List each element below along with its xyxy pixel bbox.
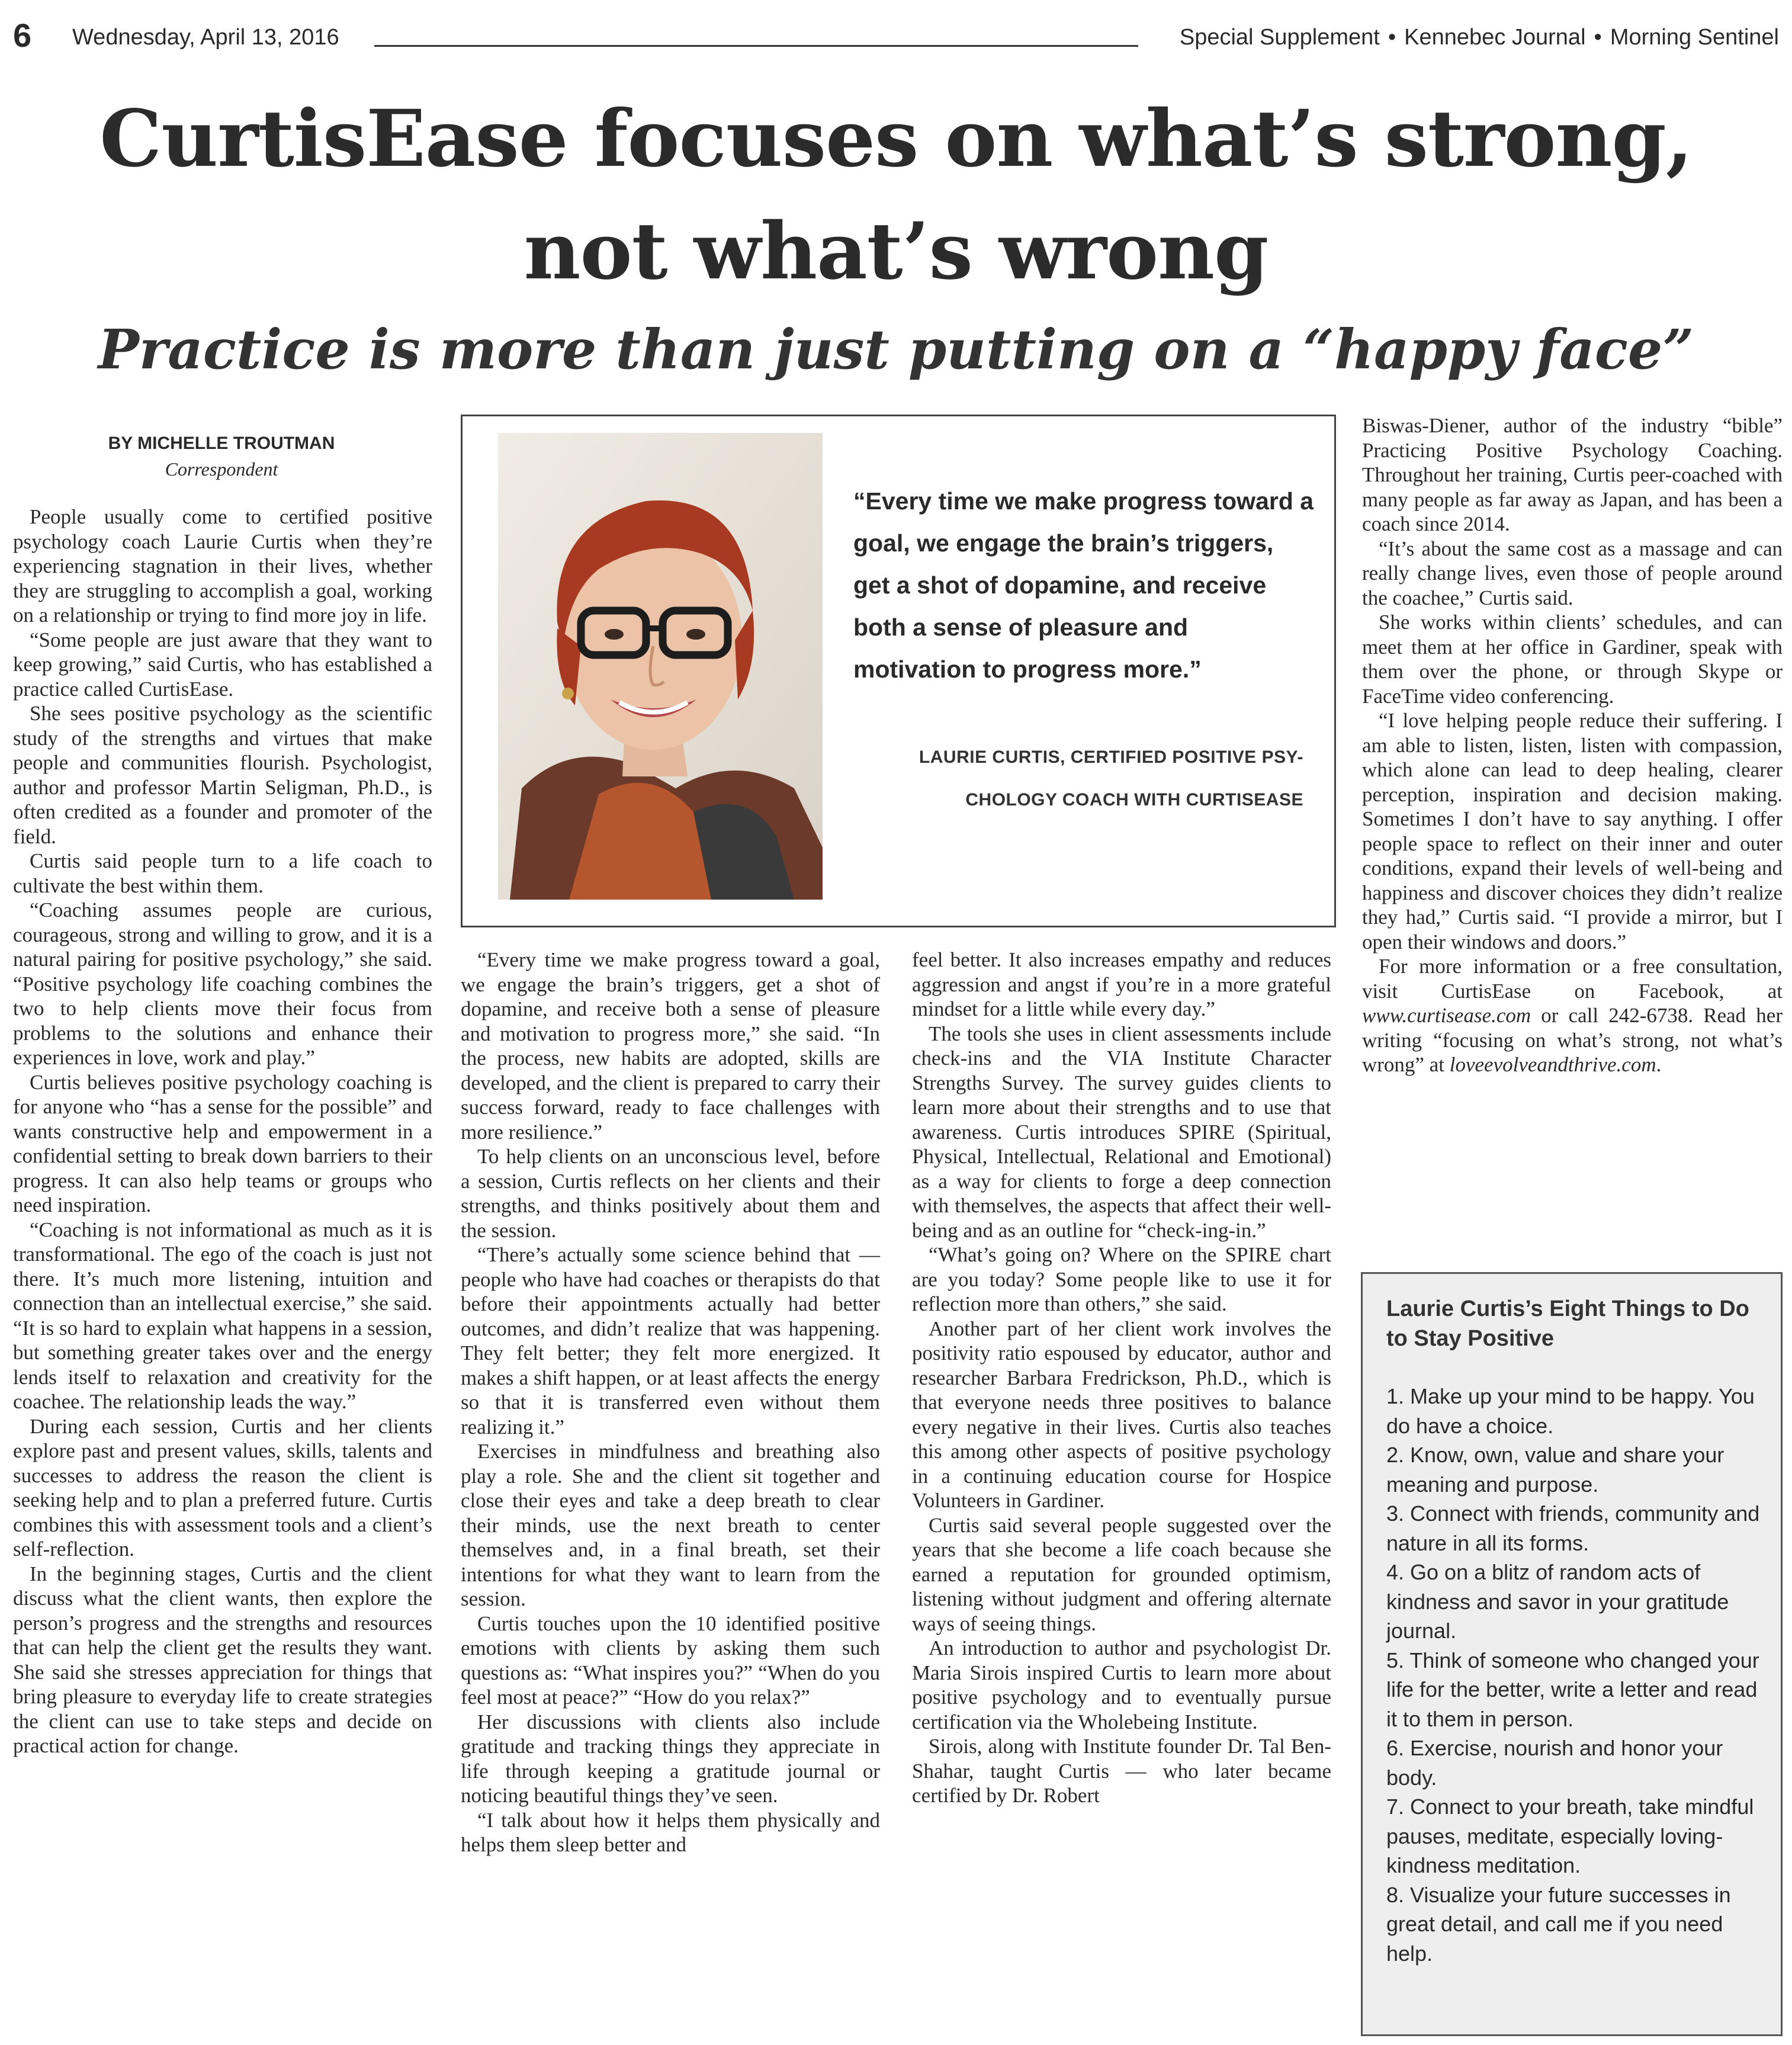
paragraph: “Every time we make progress toward a goal, we engage the brain’s triggers, get a shot of dopamine, and receive both a sense of pleasure and motivation to progress more,” she said. “In the process, new habits are adopted, skills are developed, and the client is prepared to carry their success forward, ready to face challenges with more resilience.” xyxy=(461,948,880,1144)
paragraph-continued: feel better. It also increases empathy and reduces aggression and angst if you’re in a more grateful mindset for a little while every day.” xyxy=(912,948,1331,1020)
paragraph: Curtis said people turn to a life coach to cultivate the best within them. xyxy=(13,849,432,897)
header-separator: • xyxy=(1388,25,1396,50)
website-link[interactable]: www.curtisease.com xyxy=(1362,1004,1531,1027)
paragraph: “Coaching is not informational as much as it is transformational. The ego of the coach is just not there. It’s much more listening, intuition and connection than an intellectual exercise,” she said. “It is so hard to explain what happens in a session, but something greater takes over and the energy lends itself to relaxation and creativity for the coachee. The relationship leads the way.” xyxy=(13,1218,432,1413)
list-item: 2. Know, own, value and share your meaning and purpose. xyxy=(1386,1443,1724,1497)
headline-line-2: not what’s wrong xyxy=(524,206,1268,297)
paragraph: In the beginning stages, Curtis and the client discuss what the client wants, then explore the person’s progress and the strengths and resources that can help the client get the results they want. She said she stresses appreciation for things that bring pleasure to everyday life to create strategies the client can use to take steps and decide on practical action for change. xyxy=(13,1562,432,1757)
pull-quote-credit-line-2: CHOLOGY COACH WITH CURTISEASE xyxy=(965,790,1303,810)
list-item: 5. Think of someone who changed your life for the better, write a letter and read it to them in person. xyxy=(1386,1648,1759,1731)
paragraph: “Some people are just aware that they want to keep growing,” said Curtis, who has established a practice called CurtisEase. xyxy=(13,628,432,701)
header-paper-2: Morning Sentinel xyxy=(1610,25,1779,50)
byline xyxy=(14,431,429,482)
list-item: 8. Visualize your future successes in great detail, and call me if you need help. xyxy=(1386,1882,1731,1966)
header-paper-1: Kennebec Journal xyxy=(1404,25,1586,50)
paragraph: Curtis believes positive psychology coaching is for anyone who “has a sense for the possible” and wants constructive help and empowerment in a confidential setting to break down barriers to their progress. It can also help teams or groups who need inspiration. xyxy=(13,1070,432,1216)
portrait-photo xyxy=(498,433,823,900)
list-item: 3. Connect with friends, community and nature in all its forms. xyxy=(1386,1501,1760,1555)
headline xyxy=(24,83,1768,308)
blog-link[interactable]: loveevolveandthrive.com xyxy=(1449,1053,1656,1076)
paragraph: Curtis touches upon the 10 identified positive emotions with clients by asking them such questions as: “What inspires you?” “When do you feel most at peace?” “How do you relax?” xyxy=(461,1611,880,1709)
portrait-illustration xyxy=(498,433,823,900)
paragraph: She works within clients’ schedules, and can meet them at her office in Gardiner, speak with them over the phone, or through Skype or FaceTime video conferencing. xyxy=(1362,611,1783,708)
byline-name: BY MICHELLE TROUTMAN xyxy=(108,434,335,453)
paragraph: Exercises in mindfulness and breathing also play a role. She and the client sit together and close their eyes and take a deep breath to clear their minds, use the next breath to center themselves and, in a final breath, set their intentions for what they want to learn from the session. xyxy=(461,1440,880,1610)
article-column-2 xyxy=(461,948,880,1857)
pull-quote-credit xyxy=(853,736,1303,821)
header-rule xyxy=(374,45,1138,47)
paragraph: To help clients on an unconscious level, before a session, Curtis reflects on her clients and their strengths, and thinks positively about them and the session. xyxy=(461,1145,880,1242)
article-column-4 xyxy=(1362,413,1783,1077)
list-item: 4. Go on a blitz of random acts of kindness and savor in your gratitude journal. xyxy=(1386,1560,1729,1643)
paragraph: “Coaching assumes people are curious, courageous, strong and willing to grow, and it is a natural pairing for positive psychology,” she said. “Positive psychology life coaching combines the two to help clients move their focus from problems to the solutions and enhance their experiences in love, work and play.” xyxy=(13,898,432,1069)
page-number: 6 xyxy=(13,17,32,54)
header-publication xyxy=(1180,23,1779,52)
paragraph: “It’s about the same cost as a massage and can really change lives, even those of people around the coachee,” Curtis said. xyxy=(1362,537,1783,609)
sidebar-list xyxy=(1386,1382,1765,1968)
paragraph: “I talk about how it helps them physically and helps them sleep better and xyxy=(461,1808,880,1856)
list-item: 6. Exercise, nourish and honor your body. xyxy=(1386,1736,1723,1790)
paragraph: Sirois, along with Institute founder Dr. Tal Ben-Shahar, taught Curtis — who later became certified by Dr. Robert xyxy=(912,1735,1331,1807)
list-item: 1. Make up your mind to be happy. You do have a choice. xyxy=(1386,1384,1755,1438)
paragraph: The tools she uses in client assessments include check-ins and the VIA Institute Character Strengths Survey. The survey guides clients to learn more about their strengths and to use that awareness. Curtis introduces SPIRE (Spiritual, Physical, Intellectual, Relational and Emotional) as a way for clients to forge a deep connection with themselves, the aspects that affect their well-being and as an outline for “check-ing-in.” xyxy=(912,1022,1331,1242)
paragraph: Another part of her client work involves the positivity ratio espoused by educator, author and researcher Barbara Fredrickson, Ph.D., which is that everyone needs three positives to balance every negative in their lives. Curtis also teaches this among other aspects of positive psychology in a continuing education course for Hospice Volunteers in Gardiner. xyxy=(912,1317,1331,1512)
byline-role: Correspondent xyxy=(165,458,278,480)
page-header xyxy=(13,17,1779,58)
paragraph-continued: Biswas-Diener, author of the industry “bible” Practicing Positive Psychology Coaching. Throughout her training, Curtis peer-coached with many people as far away as Japan, and has been a coach since 2014. xyxy=(1362,414,1783,535)
article-column-3 xyxy=(912,948,1331,1808)
article-column-1 xyxy=(13,505,432,1758)
contact-text: For more information or a free consultation, visit CurtisEase on Facebook, at xyxy=(1362,955,1783,1003)
paragraph: “What’s going on? Where on the SPIRE chart are you today? Some people like to use it for reflection more than others,” she said. xyxy=(912,1243,1331,1315)
header-section: Special Supplement xyxy=(1179,25,1380,50)
paragraph: People usually come to certified positive psychology coach Laurie Curtis when they’re experiencing stagnation in their lives, whether they are struggling to accomplish a goal, working on a relationship or trying to find more joy in life. xyxy=(13,505,432,627)
contact-text-end: . xyxy=(1656,1053,1662,1076)
headline-line-1: CurtisEase focuses on what’s strong, xyxy=(99,93,1693,185)
paragraph: Curtis said several people suggested over the years that she become a life coach because she earned a reputation for grounded optimism, listening without judgment and offering alternate ways of seeing things. xyxy=(912,1513,1331,1635)
paragraph: During each session, Curtis and her clients explore past and present values, skills, talents and successes to address the reason the client is seeking help and to plan a preferred future. Curtis combines this with assessment tools and a client’s self-reflection. xyxy=(13,1414,432,1561)
photo-quote-box xyxy=(461,415,1336,927)
paragraph-contact xyxy=(1362,954,1783,1077)
list-item: 7. Connect to your breath, take mindful pauses, meditate, especially loving-kindness meditation. xyxy=(1386,1794,1754,1877)
deck-subheadline: Practice is more than just putting on a “happy face” xyxy=(98,317,1694,381)
contact-text: or call 242-6738. Read her writing “focusing on what’s strong, not what’s wrong” at xyxy=(1362,1004,1783,1076)
eight-things-sidebar xyxy=(1361,1272,1783,2036)
paragraph: An introduction to author and psychologist Dr. Maria Sirois inspired Curtis to learn more about positive psychology and to eventually pursue certification via the Wholebeing Institute. xyxy=(912,1636,1331,1733)
paragraph: Her discussions with clients also include gratitude and tracking things they appreciate in life through keeping a gratitude journal or noticing beautiful things they’ve seen. xyxy=(461,1710,880,1807)
pull-quote: “Every time we make progress toward a goal, we engage the brain’s triggers, get a shot of dopamine, and receive both a sense of pleasure and motivation to progress more.” xyxy=(853,487,1314,683)
sidebar-title: Laurie Curtis’s Eight Things to Do to Stay Positive xyxy=(1386,1296,1749,1351)
pull-quote-credit-line-1: LAURIE CURTIS, CERTIFIED POSITIVE PSY- xyxy=(919,747,1303,767)
paragraph: “There’s actually some science behind that — people who have had coaches or therapists do that before their appointments actually had better outcomes, and didn’t realize that was happening. They felt better; they felt more energized. It makes a shift happen, or at least affects the energy so that it is transferred even without them realizing it.” xyxy=(461,1243,880,1439)
paragraph: “I love helping people reduce their suffering. I am able to listen, listen, listen with compassion, which alone can lead to deep healing, clearer perception, inspiration and decision making. Sometimes I don’t have to say anything. I offer people space to reflect on their inner and outer conditions, expand their levels of well-being and happiness and discover choices they didn’t realize they had,” Curtis said. “I provide a mirror, but I open their windows and doors.” xyxy=(1362,709,1783,954)
header-separator: • xyxy=(1594,25,1602,50)
paragraph: She sees positive psychology as the scientific study of the strengths and virtues that make people and communities flourish. Psychologist, author and professor Martin Seligman, Ph.D., is often credited as a founder and promoter of the field. xyxy=(13,702,432,848)
header-date: Wednesday, April 13, 2016 xyxy=(72,25,339,50)
